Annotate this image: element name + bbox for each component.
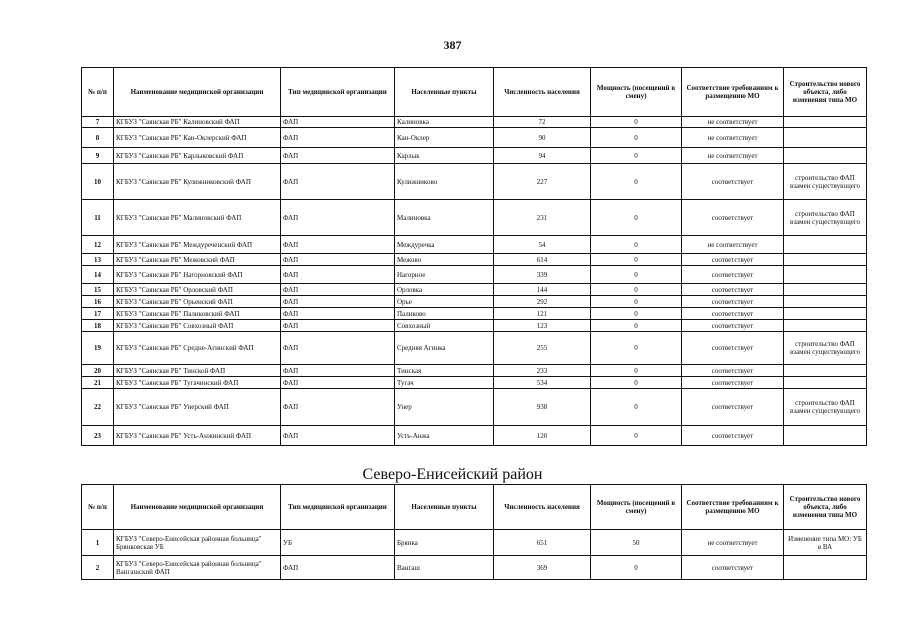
settlement-name: Паликово — [395, 308, 494, 320]
row-number: 22 — [82, 389, 114, 426]
table-row — [82, 426, 867, 446]
population-value: 227 — [494, 164, 591, 200]
construction-note — [784, 556, 867, 580]
construction-note — [784, 266, 867, 284]
settlement-name: Совхозный — [395, 320, 494, 332]
population-value: 54 — [494, 236, 591, 254]
page-number: 387 — [443, 38, 462, 52]
capacity-value: 0 — [591, 128, 682, 148]
facility-name: КГБУЗ "Саянская РБ" Орьеиский ФАП — [114, 296, 281, 308]
table-row — [82, 128, 867, 148]
facility-type: ФАП — [281, 117, 395, 128]
construction-note — [784, 320, 867, 332]
header-type: Тип медицинской организации — [281, 68, 395, 117]
row-number: 7 — [82, 117, 114, 128]
header-compliance: Соответствие требованиям к размещению МО — [682, 68, 784, 117]
facility-type: ФАП — [281, 164, 395, 200]
settlement-name: Калиновка — [395, 117, 494, 128]
compliance-status: соответствует — [682, 332, 784, 365]
facility-name: КГБУЗ "Саянская РБ" Унерский ФАП — [114, 389, 281, 426]
construction-note: Изменение типа МО: УБ в ВА — [784, 530, 867, 556]
compliance-status: соответствует — [682, 308, 784, 320]
table-header-row — [82, 68, 867, 117]
facility-type: ФАП — [281, 389, 395, 426]
settlement-name: Орловка — [395, 284, 494, 296]
header-construction: Строительство нового объекта, либо изменения типа МО — [784, 68, 867, 117]
row-number: 19 — [82, 332, 114, 365]
row-number: 16 — [82, 296, 114, 308]
population-value: 233 — [494, 365, 591, 377]
table-row — [82, 236, 867, 254]
facilities-table-severo-eniseysky — [81, 484, 867, 580]
table-row — [82, 148, 867, 164]
facility-type: ФАП — [281, 254, 395, 266]
facility-name: КГБУЗ "Саянская РБ" Карлыковский ФАП — [114, 148, 281, 164]
population-value: 651 — [494, 530, 591, 556]
facility-name: КГБУЗ "Саянская РБ" Калиновский ФАП — [114, 117, 281, 128]
table-row — [82, 164, 867, 200]
capacity-value: 0 — [591, 236, 682, 254]
compliance-status: соответствует — [682, 200, 784, 236]
header-compliance: Соответствие требованиям к размещению МО — [682, 485, 784, 530]
population-value: 339 — [494, 266, 591, 284]
population-value: 121 — [494, 308, 591, 320]
capacity-value: 0 — [591, 377, 682, 389]
facility-type: ФАП — [281, 266, 395, 284]
settlement-name: Малиновка — [395, 200, 494, 236]
settlement-name: Брянка — [395, 530, 494, 556]
population-value: 255 — [494, 332, 591, 365]
row-number: 8 — [82, 128, 114, 148]
facility-name: КГБУЗ "Саянская РБ" Междуреченский ФАП — [114, 236, 281, 254]
construction-note — [784, 284, 867, 296]
row-number: 18 — [82, 320, 114, 332]
compliance-status: соответствует — [682, 296, 784, 308]
capacity-value: 0 — [591, 389, 682, 426]
capacity-value: 0 — [591, 320, 682, 332]
table-row — [82, 200, 867, 236]
settlement-name: Нагорное — [395, 266, 494, 284]
capacity-value: 0 — [591, 296, 682, 308]
facility-name: КГБУЗ "Саянская РБ" Тинской ФАП — [114, 365, 281, 377]
facility-name: КГБУЗ "Саянская РБ" Кулижниковский ФАП — [114, 164, 281, 200]
header-name: Наименование медицинской организации — [114, 68, 281, 117]
construction-note: строительство ФАП взамен существующего — [784, 389, 867, 426]
facility-type: ФАП — [281, 200, 395, 236]
header-capacity: Мощность (посещений в смену) — [591, 485, 682, 530]
facility-name: КГБУЗ "Саянская РБ" Малиновский ФАП — [114, 200, 281, 236]
population-value: 90 — [494, 128, 591, 148]
row-number: 14 — [82, 266, 114, 284]
construction-note: строительство ФАП взамен существующего — [784, 164, 867, 200]
compliance-status: не соответствует — [682, 148, 784, 164]
table-row — [82, 308, 867, 320]
facility-name: КГБУЗ "Саянская РБ" Орловский ФАП — [114, 284, 281, 296]
capacity-value: 0 — [591, 426, 682, 446]
construction-note — [784, 365, 867, 377]
population-value: 938 — [494, 389, 591, 426]
facility-type: ФАП — [281, 556, 395, 580]
capacity-value: 0 — [591, 254, 682, 266]
header-population: Численность населения — [494, 68, 591, 117]
row-number: 23 — [82, 426, 114, 446]
construction-note — [784, 377, 867, 389]
facility-name: КГБУЗ "Саянская РБ" Усть-Анжинский ФАП — [114, 426, 281, 446]
row-number: 15 — [82, 284, 114, 296]
settlement-name: Орье — [395, 296, 494, 308]
facility-type: ФАП — [281, 426, 395, 446]
table-row — [82, 266, 867, 284]
table-row — [82, 389, 867, 426]
settlement-name: Тугач — [395, 377, 494, 389]
settlement-name: Карлык — [395, 148, 494, 164]
header-construction: Строительство нового объекта, либо изменения типа МО — [784, 485, 867, 530]
compliance-status: соответствует — [682, 377, 784, 389]
settlement-name: Вангаш — [395, 556, 494, 580]
row-number: 11 — [82, 200, 114, 236]
population-value: 123 — [494, 320, 591, 332]
construction-note: строительство ФАП взамен существующего — [784, 332, 867, 365]
section-title: Северо-Енисейский район — [362, 466, 543, 483]
capacity-value: 0 — [591, 308, 682, 320]
compliance-status: соответствует — [682, 320, 784, 332]
construction-note — [784, 128, 867, 148]
population-value: 94 — [494, 148, 591, 164]
facility-name: КГБУЗ "Саянская РБ" Средне-Агинский ФАП — [114, 332, 281, 365]
capacity-value: 0 — [591, 365, 682, 377]
table-row — [82, 320, 867, 332]
facility-type: ФАП — [281, 128, 395, 148]
facility-name: КГБУЗ "Северо-Енисейская районная больница" Вангашский ФАП — [114, 556, 281, 580]
facility-name: КГБУЗ "Саянская РБ" Кан-Оклерский ФАП — [114, 128, 281, 148]
settlement-name: Тинская — [395, 365, 494, 377]
capacity-value: 0 — [591, 556, 682, 580]
construction-note — [784, 236, 867, 254]
capacity-value: 0 — [591, 200, 682, 236]
compliance-status: соответствует — [682, 365, 784, 377]
header-settlements: Населенные пункты — [395, 68, 494, 117]
header-population: Численность населения — [494, 485, 591, 530]
facility-type: ФАП — [281, 365, 395, 377]
header-no: № п/п — [82, 68, 114, 117]
compliance-status: соответствует — [682, 284, 784, 296]
settlement-name: Междуречка — [395, 236, 494, 254]
settlement-name: Кулижниково — [395, 164, 494, 200]
row-number: 12 — [82, 236, 114, 254]
population-value: 369 — [494, 556, 591, 580]
settlement-name: Унер — [395, 389, 494, 426]
header-no: № п/п — [82, 485, 114, 530]
table-row — [82, 254, 867, 266]
facility-name: КГБУЗ "Саянская РБ" Нагорновский ФАП — [114, 266, 281, 284]
table-row — [82, 117, 867, 128]
construction-note — [784, 148, 867, 164]
table-row — [82, 377, 867, 389]
construction-note — [784, 254, 867, 266]
table-row — [82, 296, 867, 308]
capacity-value: 50 — [591, 530, 682, 556]
row-number: 21 — [82, 377, 114, 389]
facility-type: ФАП — [281, 296, 395, 308]
settlement-name: Средняя Агинка — [395, 332, 494, 365]
compliance-status: соответствует — [682, 426, 784, 446]
compliance-status: не соответствует — [682, 530, 784, 556]
population-value: 72 — [494, 117, 591, 128]
compliance-status: соответствует — [682, 389, 784, 426]
facility-type: ФАП — [281, 284, 395, 296]
capacity-value: 0 — [591, 164, 682, 200]
facility-type: ФАП — [281, 320, 395, 332]
row-number: 20 — [82, 365, 114, 377]
construction-note — [784, 117, 867, 128]
population-value: 614 — [494, 254, 591, 266]
facility-type: ФАП — [281, 332, 395, 365]
facility-type: ФАП — [281, 236, 395, 254]
compliance-status: соответствует — [682, 164, 784, 200]
header-capacity: Мощность (посещений в смену) — [591, 68, 682, 117]
facility-name: КГБУЗ "Саянская РБ" Тугачинский ФАП — [114, 377, 281, 389]
facility-type: ФАП — [281, 148, 395, 164]
table-row — [82, 556, 867, 580]
facility-type: ФАП — [281, 377, 395, 389]
construction-note — [784, 296, 867, 308]
table-row — [82, 365, 867, 377]
row-number: 17 — [82, 308, 114, 320]
construction-note: строительство ФАП взамен существующего — [784, 200, 867, 236]
population-value: 292 — [494, 296, 591, 308]
population-value: 534 — [494, 377, 591, 389]
settlement-name: Межово — [395, 254, 494, 266]
facility-name: КГБУЗ "Саянская РБ" Совхозный ФАП — [114, 320, 281, 332]
row-number: 10 — [82, 164, 114, 200]
population-value: 120 — [494, 426, 591, 446]
row-number: 9 — [82, 148, 114, 164]
capacity-value: 0 — [591, 284, 682, 296]
header-type: Тип медицинской организации — [281, 485, 395, 530]
facilities-table-sayansky — [81, 67, 867, 446]
construction-note — [784, 426, 867, 446]
compliance-status: не соответствует — [682, 236, 784, 254]
header-name: Наименование медицинской организации — [114, 485, 281, 530]
construction-note — [784, 308, 867, 320]
population-value: 144 — [494, 284, 591, 296]
population-value: 231 — [494, 200, 591, 236]
capacity-value: 0 — [591, 332, 682, 365]
capacity-value: 0 — [591, 266, 682, 284]
row-number: 13 — [82, 254, 114, 266]
header-settlements: Населенные пункты — [395, 485, 494, 530]
compliance-status: не соответствует — [682, 128, 784, 148]
compliance-status: не соответствует — [682, 117, 784, 128]
row-number: 1 — [82, 530, 114, 556]
compliance-status: соответствует — [682, 254, 784, 266]
table-row — [82, 530, 867, 556]
settlement-name: Кан-Оклер — [395, 128, 494, 148]
table-row — [82, 332, 867, 365]
capacity-value: 0 — [591, 148, 682, 164]
facility-name: КГБУЗ "Северо-Енисейская районная больница" Брянковская УБ — [114, 530, 281, 556]
compliance-status: соответствует — [682, 556, 784, 580]
facility-type: ФАП — [281, 308, 395, 320]
table-header-row — [82, 485, 867, 530]
table-row — [82, 284, 867, 296]
facility-name: КГБУЗ "Саянская РБ" Паликовский ФАП — [114, 308, 281, 320]
row-number: 2 — [82, 556, 114, 580]
compliance-status: соответствует — [682, 266, 784, 284]
capacity-value: 0 — [591, 117, 682, 128]
facility-type: УБ — [281, 530, 395, 556]
settlement-name: Усть-Анжа — [395, 426, 494, 446]
facility-name: КГБУЗ "Саянская РБ" Межовский ФАП — [114, 254, 281, 266]
